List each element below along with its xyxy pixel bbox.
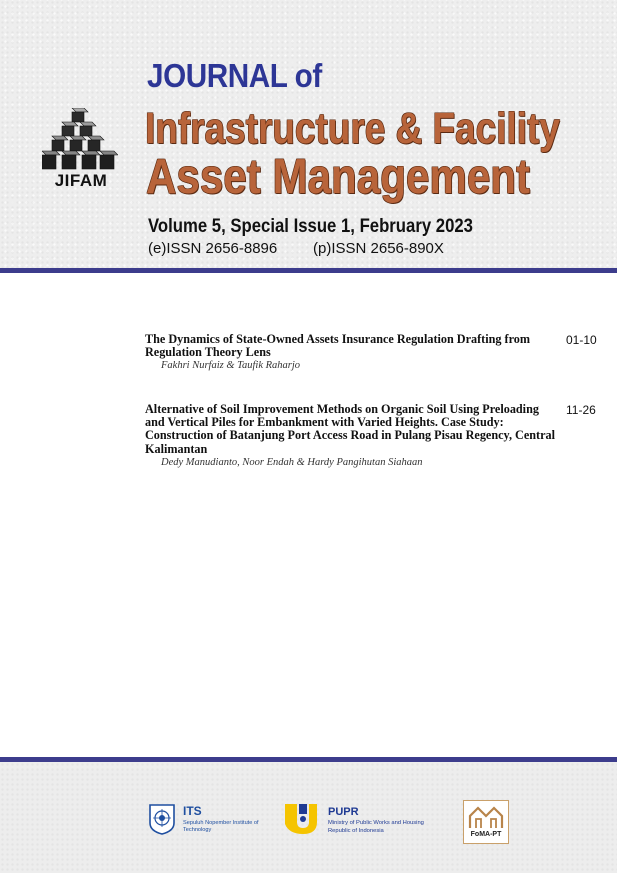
foma-pt-logo-icon [468,804,504,830]
pupr-logo-icon [283,802,319,836]
print-issn: (p)ISSN 2656-890X [313,240,444,257]
article-authors: Fakhri Nurfaiz & Taufik Raharjo [161,360,301,372]
article-title[interactable]: The Dynamics of State-Owned Assets Insurance Regulation Drafting from Regulation Theory Lens [145,332,531,360]
foma-pt-logo [463,800,509,844]
pupr-name: PUPR [328,806,359,818]
journal-logo-text: JIFAM [54,171,108,190]
its-name: ITS [183,804,202,818]
header-divider [0,268,617,273]
jifam-cubes-logo [42,108,118,172]
journal-title-line2: Asset Management [146,150,531,204]
article-pages: 01-10 [566,333,597,347]
its-subtitle: Sepuluh Nopember Institute of Technology [183,820,259,833]
toc-entry[interactable] [145,333,560,372]
electronic-issn: (e)ISSN 2656-8896 [148,240,278,257]
pupr-subtitle: Ministry of Public Works and Housing Republic of Indonesia [328,820,424,834]
article-authors: Dedy Manudianto, Noor Endah & Hardy Pangihutan Siahaan [161,456,423,468]
volume-info: Volume 5, Special Issue 1, February 2023 [148,216,473,237]
journal-prefix: JOURNAL of [147,57,322,94]
journal-title-line1: Infrastructure & Facility [145,104,560,153]
toc-entry[interactable] [145,403,560,469]
article-pages: 11-26 [566,403,596,417]
foma-pt-text: FoMA-PT [470,831,502,838]
its-emblem-icon [148,803,176,835]
article-title[interactable]: Alternative of Soil Improvement Methods on Organic Soil Using Preloading and Vertical Piles for Embankment with Varied Heights. Case Study: Construction of Batanjung Port Access Road in Pulang Pisau Regency, Central Kalimantan [145,402,555,456]
